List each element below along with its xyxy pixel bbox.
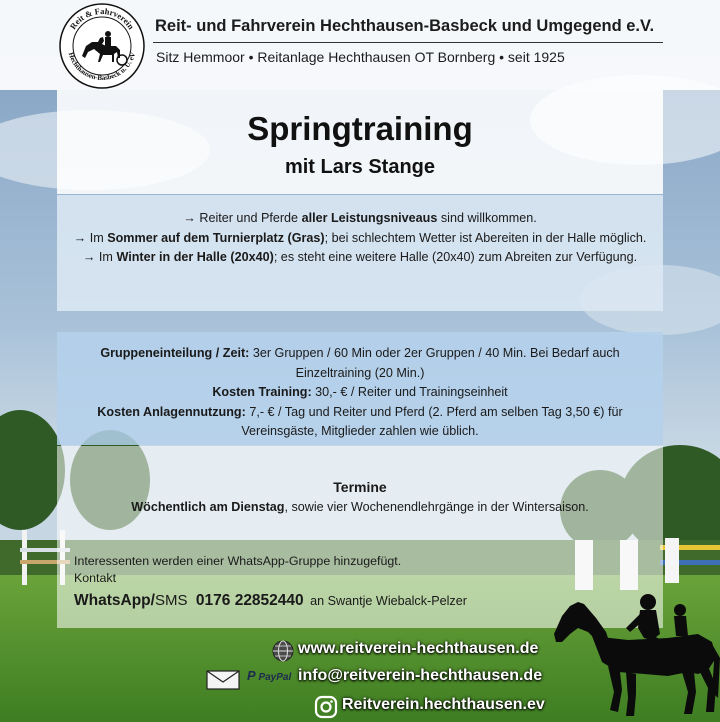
dates-heading: Termine bbox=[333, 479, 387, 495]
contact-person: an Swantje Wiebalck-Pelzer bbox=[310, 594, 467, 608]
whatsapp-group-note: Interessenten werden einer WhatsApp-Gruppe hinzugefügt. bbox=[74, 554, 402, 568]
logo-text-top: Reit & Fahrverein bbox=[67, 5, 137, 32]
globe-icon bbox=[270, 639, 296, 663]
org-name: Reit- und Fahrverein Hechthausen-Basbeck und Umgegend e.V. bbox=[155, 17, 655, 35]
cost-text bbox=[61, 344, 659, 442]
contact-label: Kontakt bbox=[74, 571, 117, 585]
whatsapp-label: WhatsApp/ bbox=[74, 592, 155, 609]
club-logo bbox=[58, 2, 146, 90]
dates-text: Wöchentlich am Dienstag, sowie vier Wochenendlehrgänge in der Wintersaison. bbox=[131, 500, 589, 514]
sms-label: SMS bbox=[154, 592, 188, 609]
page-subtitle: mit Lars Stange bbox=[284, 156, 436, 178]
cost-panel bbox=[57, 332, 663, 445]
website-link[interactable]: www.reitverein-hechthausen.de bbox=[298, 640, 539, 657]
info-line-3: → Im Winter in der Halle (20x40); es steht eine weitere Halle (20x40) zum Abreiten zur Verfügung. bbox=[82, 250, 638, 264]
group-info: Gruppeneinteilung / Zeit: 3er Gruppen / 60 Min oder 2er Gruppen / 40 Min. Bei Bedarf auch Einzeltraining (20 Min.) bbox=[100, 346, 620, 380]
org-subtitle: Sitz Hemmoor • Reitanlage Hechthausen OT Bornberg • seit 1925 bbox=[156, 49, 565, 65]
info-panel bbox=[57, 195, 663, 311]
instagram-link[interactable]: Reitverein.hechthausen.ev bbox=[342, 696, 545, 713]
whatsapp-contact[interactable] bbox=[74, 592, 467, 610]
envelope-icon bbox=[206, 670, 240, 690]
info-text bbox=[65, 209, 655, 268]
email-link[interactable]: info@reitverein-hechthausen.de bbox=[298, 667, 543, 684]
info-line-2: → Im Sommer auf dem Turnierplatz (Gras); bei schlechtem Wetter ist Abereiten in der Halle möglich. bbox=[73, 230, 647, 245]
logo-text-bottom: Hechthausen-Basbeck u. U. eV bbox=[66, 51, 138, 83]
instagram-icon bbox=[314, 695, 338, 719]
training-cost: Kosten Training: 30,- € / Reiter und Trainingseinheit bbox=[212, 385, 508, 399]
header-divider bbox=[153, 42, 663, 43]
info-line-1: → Reiter und Pferde aller Leistungsniveaus sind willkommen. bbox=[183, 211, 537, 225]
facility-cost: Kosten Anlagennutzung: 7,- € / Tag und Reiter und Pferd (2. Pferd am selben Tag 3,50 €) für Vereinsgäste, Mitglieder zahlen wie üblich. bbox=[97, 404, 623, 438]
phone-number[interactable]: 0176 22852440 bbox=[195, 592, 304, 609]
contact-info bbox=[74, 553, 401, 587]
header-band bbox=[0, 0, 720, 90]
page-title: Springtraining bbox=[247, 110, 473, 147]
title-panel bbox=[57, 90, 663, 194]
horse-rider-silhouette bbox=[548, 588, 720, 722]
paypal-logo: P PayPal bbox=[247, 668, 292, 683]
